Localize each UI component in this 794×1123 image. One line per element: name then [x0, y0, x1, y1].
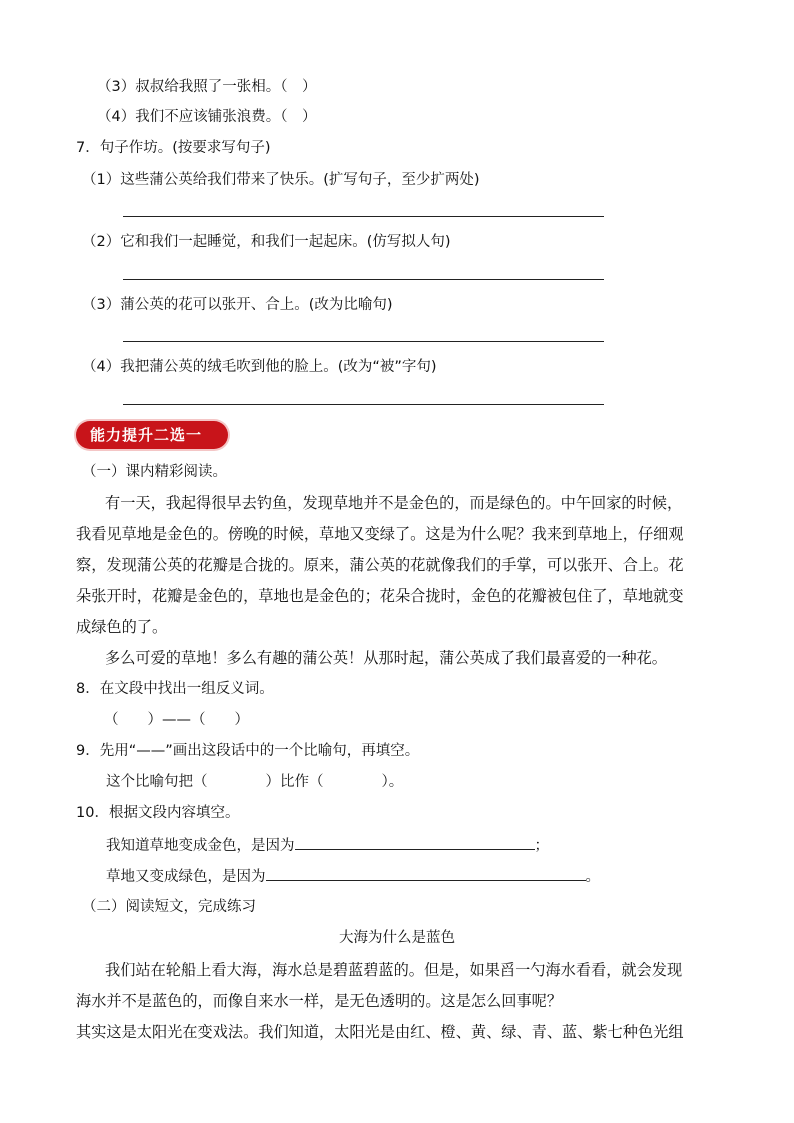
part2-line-2: 海水并不是蓝色的，而像自来水一样，是无色透明的。这是怎么回事呢？ [76, 992, 562, 1010]
passage-closing: 多么可爱的草地！多么有趣的蒲公英！从那时起，蒲公英成了我们最喜爱的一种花。 [105, 649, 667, 667]
q7-item-4: （4）我把蒲公英的绒毛吹到他的脸上。(改为“被”字句) [82, 359, 437, 375]
passage-line-2: 我看见草地是金色的。傍晚的时候，草地又变绿了。这是为什么呢？我来到草地上，仔细观 [76, 525, 684, 543]
passage-line-5: 成绿色的了。 [76, 618, 168, 636]
passage-line-1: 有一天，我起得很早去钓鱼，发现草地并不是金色的，而是绿色的。中午回家的时候， [105, 494, 683, 512]
q10-line-2-suffix: 。 [585, 869, 600, 885]
passage-line-4: 朵张开时，花瓣是金色的，草地也是金色的；花朵合拢时，金色的花瓣被包住了，草地就变 [76, 587, 684, 605]
part2-article-title: 大海为什么是蓝色 [339, 930, 455, 946]
part1-heading: （一）课内精彩阅读。 [82, 464, 227, 480]
q10-line-1 [106, 835, 549, 856]
q10-line-2-prefix: 草地又变成绿色，是因为 [106, 869, 266, 885]
q7-answer-line-1[interactable] [123, 216, 604, 217]
passage-line-3: 察，发现蒲公英的花瓣是合拢的。原来，蒲公英的花就像我们的手掌，可以张开、合上。花 [76, 556, 684, 574]
q8-title: 8．在文段中找出一组反义词。 [76, 681, 274, 697]
q7-answer-line-3[interactable] [123, 341, 604, 342]
q10-line-1-prefix: 我知道草地变成金色，是因为 [106, 838, 295, 854]
q6-item-4: （4）我们不应该铺张浪费。（ ） [97, 109, 317, 125]
q10-answer-line-1[interactable] [295, 835, 535, 850]
q8-answer-blank[interactable]: （ ）——（ ） [104, 712, 249, 728]
section-banner-label: 能力提升二选一 [90, 426, 203, 444]
q10-line-2 [106, 866, 600, 887]
q7-item-2: （2）它和我们一起睡觉，和我们一起起床。(仿写拟人句) [82, 234, 451, 250]
q7-answer-line-4[interactable] [123, 404, 604, 405]
q9-fill-blank[interactable]: 这个比喻句把（ ）比作（ ）。 [106, 774, 404, 790]
section-banner [76, 421, 228, 449]
q7-item-1: （1）这些蒲公英给我们带来了快乐。(扩写句子，至少扩两处) [82, 172, 480, 188]
part2-line-1: 我们站在轮船上看大海，海水总是碧蓝碧蓝的。但是，如果舀一勺海水看看，就会发现 [105, 961, 683, 979]
part2-heading: （二）阅读短文，完成练习 [82, 899, 256, 915]
q10-line-1-suffix: ； [534, 838, 549, 854]
q7-item-3: （3）蒲公英的花可以张开、合上。(改为比喻句) [82, 297, 393, 313]
q10-title: 10．根据文段内容填空。 [76, 805, 240, 821]
q9-title: 9．先用“——”画出这段话中的一个比喻句，再填空。 [76, 743, 420, 759]
q7-answer-line-2[interactable] [123, 279, 604, 280]
part2-line-3: 其实这是太阳光在变戏法。我们知道，太阳光是由红、橙、黄、绿、青、蓝、紫七种色光组 [76, 1023, 684, 1041]
q6-item-3: （3）叔叔给我照了一张相。（ ） [97, 79, 317, 95]
q7-title: 7．句子作坊。(按要求写句子) [76, 140, 271, 156]
q10-answer-line-2[interactable] [266, 866, 586, 881]
